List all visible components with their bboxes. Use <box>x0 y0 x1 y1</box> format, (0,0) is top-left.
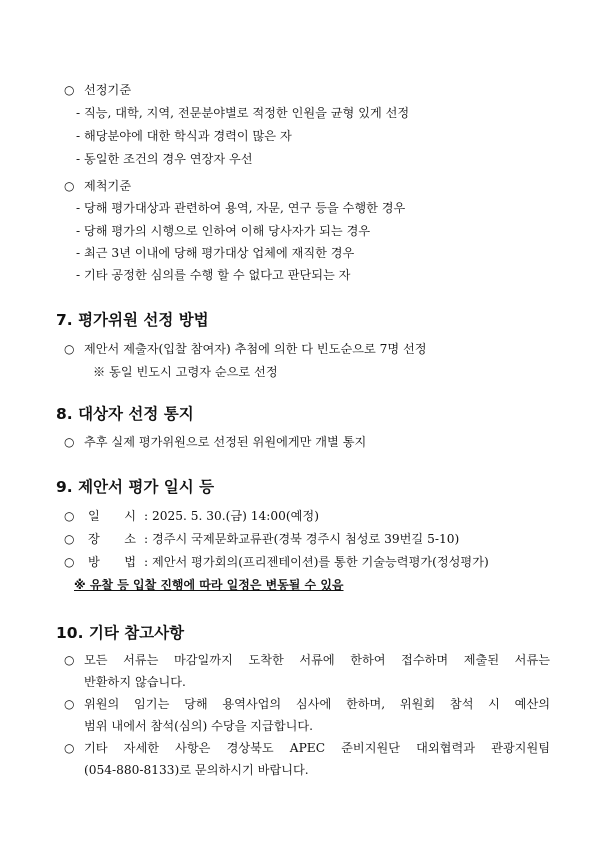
bullet-icon: ○ <box>64 342 75 356</box>
schedule-value: : 경주시 국제문화교류관(경북 경주시 첨성로 39번길 5-10) <box>144 532 460 546</box>
section7-note: ※ 동일 빈도시 고령자 순으로 선정 <box>93 365 278 379</box>
schedule-value: : 2025. 5. 30.(금) 14:00(예정) <box>144 509 319 523</box>
section7-text: 제안서 제출자(입찰 참여자) 추첨에 의한 다 빈도순으로 7명 선정 <box>84 342 427 356</box>
schedule-label: 장 소 <box>88 532 136 546</box>
notice-line: 위원의 임기는 당해 용역사업의 심사에 한하며, 위원회 참석 시 예산의 <box>84 697 550 711</box>
bullet-icon: ○ <box>64 509 75 523</box>
exclusion-item: - 기타 공정한 심의를 수행 할 수 없다고 판단되는 자 <box>76 268 351 282</box>
notice-line: 기타 자세한 사항은 경상북도 APEC 준비지원단 대외협력과 관광지원팀 <box>84 741 550 755</box>
exclusion-title: 제척기준 <box>84 179 132 193</box>
criteria-item: - 직능, 대학, 지역, 전문분야별로 적정한 인원을 균형 있게 선정 <box>76 106 410 120</box>
schedule-value: : 제안서 평가회의(프리젠테이션)를 통한 기술능력평가(정성평가) <box>144 555 489 569</box>
notice-line: 반환하지 않습니다. <box>84 675 186 689</box>
notice-line: 범위 내에서 참석(심의) 수당을 지급합니다. <box>84 719 314 733</box>
exclusion-item: - 당해 평가대상과 관련하여 용역, 자문, 연구 등을 수행한 경우 <box>76 201 406 215</box>
bullet-icon: ○ <box>64 555 75 569</box>
exclusion-item: - 최근 3년 이내에 당해 평가대상 업체에 재직한 경우 <box>76 246 355 260</box>
notice-line: 모든 서류는 마감일까지 도착한 서류에 한하여 접수하며 제출된 서류는 <box>84 653 550 667</box>
criteria-item: - 동일한 조건의 경우 연장자 우선 <box>76 152 253 166</box>
notice-line: (054-880-8133)로 문의하시기 바랍니다. <box>84 763 309 777</box>
section-heading: 7. 평가위원 선정 방법 <box>56 311 209 329</box>
schedule-label: 일 시 <box>88 509 136 523</box>
exclusion-item: - 당해 평가의 시행으로 인하여 이해 당사자가 되는 경우 <box>76 224 371 238</box>
section-heading: 8. 대상자 선정 통지 <box>56 405 194 423</box>
schedule-label: 방 법 <box>88 555 136 569</box>
bullet-icon: ○ <box>64 741 75 755</box>
bullet-icon: ○ <box>64 435 75 449</box>
bullet-icon: ○ <box>64 83 75 97</box>
bullet-icon: ○ <box>64 697 75 711</box>
criteria-title: 선정기준 <box>84 83 132 97</box>
schedule-warning: ※ 유찰 등 입찰 진행에 따라 일정은 변동될 수 있음 <box>74 578 344 592</box>
bullet-icon: ○ <box>64 179 75 193</box>
bullet-icon: ○ <box>64 532 75 546</box>
bullet-icon: ○ <box>64 653 75 667</box>
section8-text: 추후 실제 평가위원으로 선정된 위원에게만 개별 통지 <box>84 435 367 449</box>
section-heading: 10. 기타 참고사항 <box>56 624 185 642</box>
section-heading: 9. 제안서 평가 일시 등 <box>56 478 215 496</box>
criteria-item: - 해당분야에 대한 학식과 경력이 많은 자 <box>76 129 292 143</box>
